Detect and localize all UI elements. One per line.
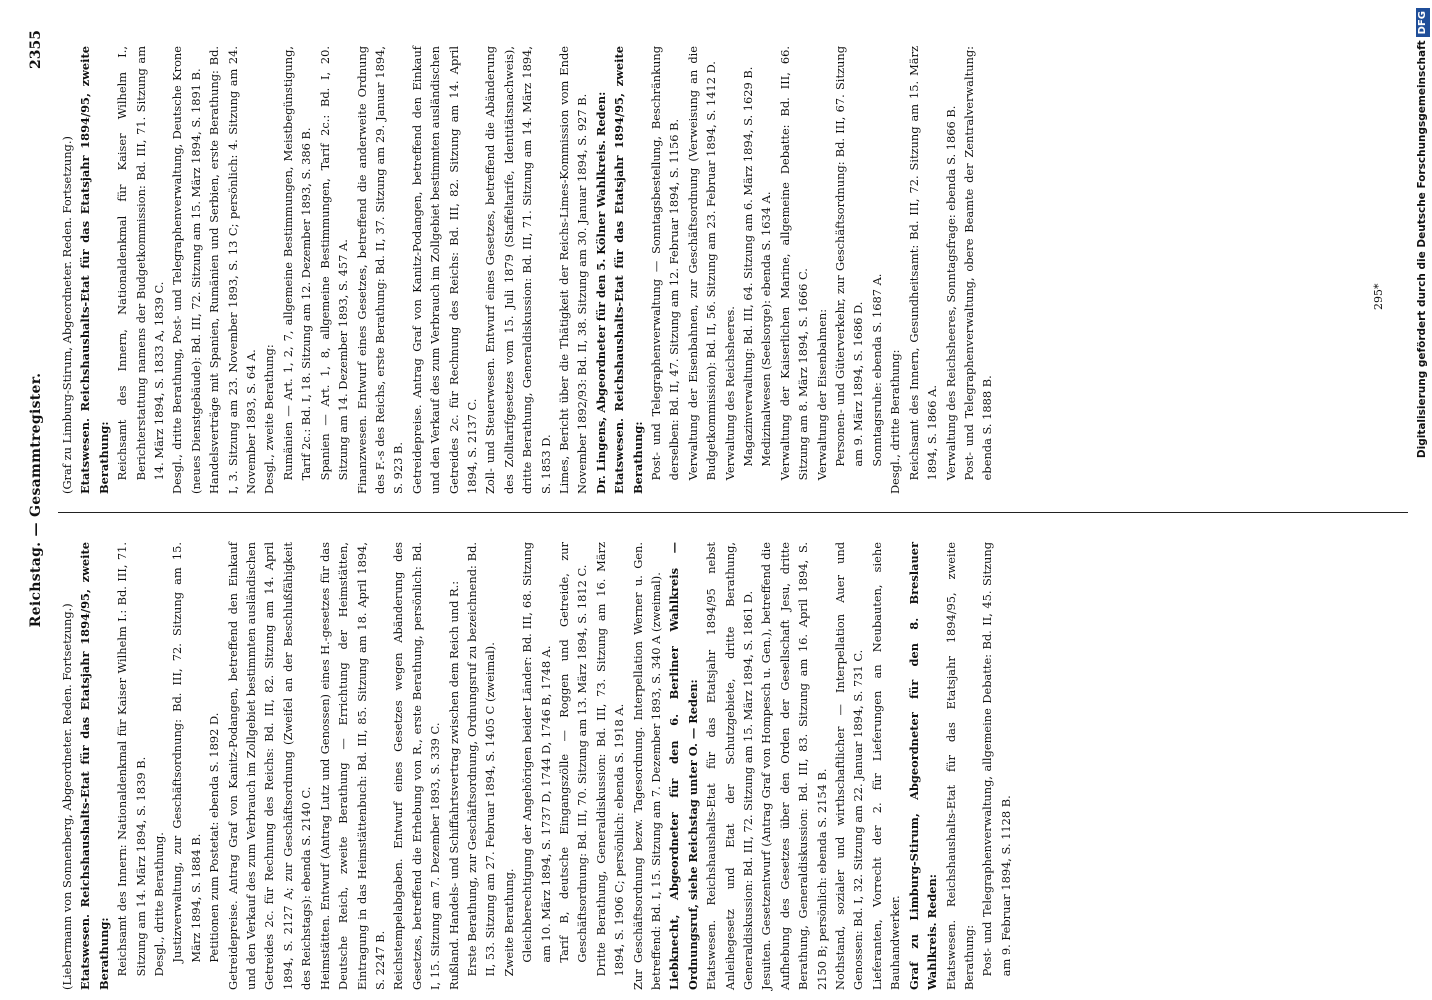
entry: Etatswesen. Reichshaushalts-Etat für das Etatsjahr 1894/95, zweite Berathung:: [78, 542, 111, 990]
entry: Desgl., dritte Berathung.: [152, 832, 167, 977]
entry: Etatswesen. Reichshaushalts-Etat für das Etatsjahr 1894/95, zweite Berathung:: [943, 542, 976, 990]
entry: Magazinverwaltung: Bd. III, 64. Sitzung am 6. März 1894, S. 1629 B.: [741, 66, 756, 467]
entry: Dr. Lingens, Abgeordneter für den 5. Kölner Wahlkreis. Reden:: [593, 91, 608, 494]
entry: (Liebermann von Sonnenberg, Abgeordneter. Reden. Fortsetzung.): [60, 603, 74, 990]
entry: Post- und Telegraphenverwaltung — Sonntagsbestellung, Beschränkung derselben: Bd. II, 47. Sitzung am 12. Februar 1894, S. 1156 B.: [649, 46, 682, 481]
entry: Verwaltung des Reichsheeres.: [722, 306, 737, 481]
entry: Rumänien — Art. 1, 2, 7, allgemeine Bestimmungen, Meistbegünstigung, Tarif 2c.: Bd. I, 18. Sitzung am 12. Dezember 1893, S. 386 B.: [280, 46, 314, 481]
left-column: [58, 542, 1015, 990]
entry: Nothstand, sozialer und wirthschaftlicher — Interpellation Auer und Genossen: Bd. I, 32. Sitzung am 22. Januar 1894, S. 731 C.: [833, 542, 866, 990]
page-number: 2355: [28, 30, 44, 69]
entry: Dritte Berathung, Generaldiskussion: Bd. III, 73. Sitzung am 16. März 1894, S. 1906 C; persönlich: ebenda S. 1918 A.: [593, 542, 627, 977]
entry: Rußland. Handels- und Schiffahrtsvertrag zwischen dem Reich und R.:: [446, 580, 461, 990]
signature-mark: 295*: [1372, 283, 1385, 310]
entry: Limes, Bericht über die Thätigkeit der Reichs-Limes-Kommission vom Ende November 1892/93: Bd. II, 38. Sitzung am 30. Januar 1894, S. 927 B.: [556, 46, 590, 494]
entry: Etatswesen. Reichshaushalts-Etat für das Etatsjahr 1894/95 nebst Anleihegesetz und Etat der Schutzgebiete, dritte Berathung, Generaldiskussion: Bd. III, 72. Sitzung am 15. März 1894, S. 1861 D.: [704, 542, 756, 990]
entry: Handelsverträge mit Spanien, Rumänien und Serbien, erste Berathung: Bd. I, 3. Sitzung am 23. November 1893, S. 13 C; persönlich: 4. Sitzung am 24. November 1893, S. 64 A.: [207, 46, 259, 494]
entry: Post- und Telegraphenverwaltung, obere Beamte der Zentralverwaltung: ebenda S. 1888 B.: [961, 46, 995, 481]
entry: Tarif B, deutsche Eingangszölle — Roggen und Getreide, zur Geschäftsordnung: Bd. III, 70. Sitzung am 13. März 1894, S. 1812 C.: [556, 542, 590, 963]
dfg-logo: DFG: [1416, 8, 1430, 37]
entry: Verwaltung der Kaiserlichen Marine, allgemeine Debatte: Bd. III, 66. Sitzung am 8. März 1894, S. 1666 C.: [777, 46, 811, 481]
entry: Finanzwesen. Entwurf eines Gesetzes, betreffend die anderweite Ordnung des F.-s des Reichs, erste Berathung: Bd. II, 37. Sitzung am 29. Januar 1894, S. 923 B.: [354, 46, 406, 494]
entry: Heimstätten. Entwurf (Antrag Lutz und Genossen) eines H.-gesetzes für das Deutsche Reich, zweite Berathung — Errichtung der Heimstätten, Eintragung in das Heimstättenbuch: Bd. III, 85. Sitzung am 18. April 1894, S. 2247 B.: [317, 542, 387, 990]
entry: Medizinalwesen (Seelsorge): ebenda S. 1634 A.: [759, 191, 774, 467]
entry: Zweite Berathung.: [501, 868, 516, 977]
page-title: Reichstag. — Gesammtregister.: [28, 372, 44, 628]
entry: Sonntagsruhe: ebenda S. 1687 A.: [869, 273, 884, 467]
entry: Erste Berathung, zur Geschäftsordnung, Ordnungsruf zu bezeichnend: Bd. II, 53. Sitzung am 27. Februar 1894, S. 1405 C (zweimal).: [464, 542, 498, 977]
dfg-sidebar: [1412, 0, 1432, 1000]
entry: Lieferanten, Vorrecht der 2. für Lieferungen an Neubauten, siehe Bauhandwerker.: [869, 542, 903, 990]
entry: Verwaltung der Eisenbahnen:: [814, 308, 829, 481]
entry: Spanien — Art. 1, 8, allgemeine Bestimmungen, Tarif 2c.: Bd. I, 20. Sitzung am 14. Dezember 1893, S. 457 A.: [317, 46, 351, 481]
entry: Etatswesen. Reichshaushalts-Etat für das Etatsjahr 1894/95, zweite Berathung:: [612, 46, 645, 494]
entry: Justizverwaltung, zur Geschäftsordnung: Bd. III, 72. Sitzung am 15. März 1894, S. 1884 B.: [170, 542, 203, 963]
entry: Etatswesen. Reichshaushalts-Etat für das Etatsjahr 1894/95, zweite Berathung:: [78, 46, 111, 494]
entry: Liebknecht, Abgeordneter für den 6. Berliner Wahlkreis — Ordnungsruf, siehe Reichstag unter O. — Reden:: [667, 542, 700, 990]
entry: Verwaltung des Reichsheeres, Sonntagsfrage: ebenda S. 1866 B.: [943, 105, 958, 481]
entry: Graf zu Limburg-Stirum, Abgeordneter für den 8. Breslauer Wahlkreis. Reden:: [906, 542, 940, 990]
entry: Desgl., dritte Berathung:: [888, 349, 903, 494]
entry: Reichstempelabgaben. Entwurf eines Gesetzes wegen Abänderung des Gesetzes, betreffend die Erhebung von R., erste Berathung, persönlich: Bd. I, 15. Sitzung am 7. Dezember 1893, S. 339 C.: [391, 542, 443, 990]
right-column: [58, 46, 997, 494]
page-header: [14, 0, 54, 1000]
entry: (Graf zu Limburg-Stirum, Abgeordneter. Reden. Fortsetzung.): [60, 136, 74, 494]
entry: Reichsamt des Innern: Nationaldenkmal für Kaiser Wilhelm I.: Bd. III, 71. Sitzung am 14. März 1894, S. 1839 B.: [115, 542, 148, 977]
entry: Desgl., zweite Berathung:: [262, 344, 277, 494]
entry: Reichsamt des Innern, Nationaldenkmal für Kaiser Wilhelm I., Berichterstattung namens der Budgetkommission: Bd. III, 71. Sitzung am 14. März 1894, S. 1833 A, 1839 C.: [115, 46, 167, 481]
entry: Verwaltung der Eisenbahnen, zur Geschäftsordnung (Verweisung an die Budgetkommission): Bd. II, 56. Sitzung am 23. Februar 1894, S. 1412 D.: [685, 46, 719, 481]
entry: Desgl., dritte Berathung, Post- und Telegraphenverwaltung, Deutsche Krone (neues Dienstgebäude): Bd. III, 72. Sitzung am 15. März 1894, S. 1891 B.: [170, 46, 203, 494]
entry: Gleichberechtigung der Angehörigen beider Länder: Bd. III, 68. Sitzung am 10. März 1894, S. 1737 D, 1744 D, 1746 B, 1748 A.: [520, 542, 553, 963]
entry: Post- und Telegraphenverwaltung, allgemeine Debatte: Bd. II, 45. Sitzung am 9. Februar 1894, S. 1128 B.: [980, 542, 1013, 977]
entry: Getreidepreise. Antrag Graf von Kanitz-Podangen, betreffend den Einkauf und den Verkauf des zum Verbrauch im Zollgebiet bestimmten ausländischen Getreides 2c. für Rechnung des Reichs: Bd. III, 82. Sitzung am 14. April 1894, S. 2127 A; zur Geschäftsordnung (Zweifel an der Beschlußfähigkeit des Reichstags): ebenda S. 2140 C.: [225, 542, 314, 990]
entry: Personen- und Güterverkehr, zur Geschäftsordnung: Bd. III, 67. Sitzung am 9. März 1894, S. 1686 D.: [833, 46, 866, 467]
entry: Zoll- und Steuerwesen. Entwurf eines Gesetzes, betreffend die Abänderung des Zolltarifgesetzes vom 15. Juli 1879 (Staffeltarife, Identitätsnachweis), dritte Berathung, Generaldiskussion: Bd. III, 71. Sitzung am 14. März 1894, S. 1853 D.: [483, 46, 553, 494]
entry: Reichsamt des Innern, Gesundheitsamt: Bd. III, 72. Sitzung am 15. März 1894, S. 1866 A.: [906, 46, 940, 481]
entry: Getreidepreise. Antrag Graf von Kanitz-Podangen, betreffend den Einkauf und den Verkauf des zum Verbrauch im Zollgebiet bestimmten ausländischen Getreides 2c. für Rechnung des Reichs: Bd. III, 82. Sitzung am 14. April 1894, S. 2137 C.: [409, 46, 479, 494]
entry: Petitionen zum Postetat: ebenda S. 1892 D.: [207, 712, 222, 963]
entry: Zur Geschäftsordnung bezw. Tagesordnung. Interpellation Werner u. Gen. betreffend: Bd. I, 15. Sitzung am 7. Dezember 1893, S. 340 A (zweimal).: [630, 542, 663, 990]
dfg-text: Digitalisierung gefördert durch die Deutsche Forschungsgemeinschaft: [1416, 40, 1428, 459]
column-divider: [58, 512, 1408, 513]
entry: Jesuiten. Gesetzentwurf (Antrag Graf von Hompesch u. Gen.), betreffend die Aufhebung des Gesetzes über den Orden der Gesellschaft Jesu, dritte Berathung, Generaldiskussion: Bd. III, 83. Sitzung am 16. April 1894, S. 2150 B; persönlich: ebenda S. 2154 B.: [759, 542, 829, 990]
